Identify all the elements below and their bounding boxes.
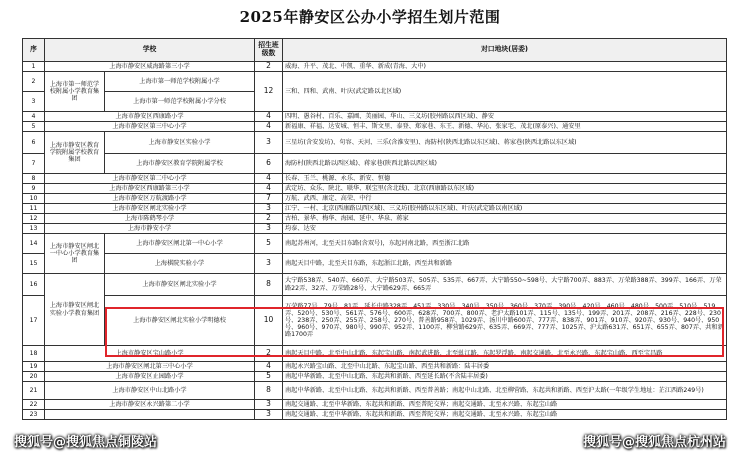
row-classes: 4 [255,174,283,184]
table-row [23,234,727,254]
row-school: 上海市静安区闸北实验小学明德校 [105,296,255,346]
row-classes: 5 [255,234,283,254]
row-address: 威海、升平、茂北、中凯、重华、新成(青海、大中) [283,62,727,72]
row-classes: 3 [255,132,283,154]
table-row [23,62,727,72]
table-row [23,214,727,224]
row-school: 上海市静安区中山北路小学 [45,382,255,400]
row-school: 上海市静安区威海路第三小学 [45,62,255,72]
row-classes: 3 [255,224,283,234]
row-seq: 13 [23,224,45,234]
row-seq: 16 [23,274,45,296]
table-row [23,184,727,194]
row-address: 南起永兴路宝山路、北至中山北路、东起宝山路、西至共和新路：陆丰居委 [283,362,727,372]
row-address: 三星坊(含安发坊)、句容、天河、三乐(含淮安里)、海防村(陕西北路以东区域)、蒋家巷(陕西北路以东区域) [283,132,727,154]
row-address: 长春、玉兰、桃源、永乐、新安、恒德 [283,174,727,184]
row-seq: 12 [23,214,45,224]
row-classes: 3 [255,254,283,274]
row-classes: 8 [255,274,283,296]
watermark-right: 搜狐号@搜狐焦点杭州站 [582,435,726,450]
row-seq: 9 [23,184,45,194]
row-school: 上海市静安区闸北实验小学 [45,204,255,214]
row-school: 上海市静安区第二中心小学 [45,174,255,184]
row-address: 南起中华新路、北至中山北路、东起共和新路、西至普善路；南起中山北路、北至柳营路、东起共和新路、西至沪太路(一年级学生地址：芷江西路249号) [283,382,727,400]
watermark-left: 搜狐号@搜狐焦点铜陵站 [14,435,158,450]
row-seq: 3 [23,92,45,112]
table-row [23,112,727,122]
row-address: 南起交通路、北至中华新路、东起共和新路、西至普陀交界；南起交通路、北至永兴路、东起宝山路 [283,410,727,420]
row-seq: 1 [23,62,45,72]
row-address: 三和、四和、武南、叶庆(武定路以北区域) [283,72,727,112]
row-address: 均泰、达安 [283,224,727,234]
row-classes: 12 [255,72,283,112]
header-address: 对口地块(居委) [283,39,727,62]
row-school: 上海市静安区宝山路小学 [45,346,255,362]
row-seq: 11 [23,204,45,214]
page-title: 2025年静安区公办小学招生划片范围 [239,8,501,26]
header-school: 学校 [45,39,255,62]
table-row [23,154,727,174]
row-school: 上海市第一师范学校附属小学 [105,72,255,92]
row-classes: 8 [255,382,283,400]
row-classes: 3 [255,204,283,214]
row-seq: 20 [23,372,45,382]
table-row [23,224,727,234]
table-row [23,382,727,400]
row-school: 上海市静安区第三中心小学 [45,122,255,132]
group-cell: 上海市第一师范学校附属小学教育集团 [45,72,105,112]
row-classes: 2 [255,214,283,224]
row-address: 四明、愚谷村、百乐、嘉圃、美丽园、华山、三义坊(胶州路以西区域)、静安 [283,112,727,122]
row-address: 新福康、祥福、达安城、恒丰、斯文里、泰登、郑家巷、东王、新德、华沁、张家宅、茂北(原泰兴)、通安里 [283,122,727,132]
table-row [23,122,727,132]
table-row [23,400,727,410]
row-school [45,410,255,420]
row-seq: 2 [23,72,45,92]
row-classes: 4 [255,112,283,122]
table-row [23,410,727,420]
group-cell: 上海市静安区教育学院附属学校教育集团 [45,132,105,174]
row-school: 上海市静安区闸北第一中心小学 [105,234,255,254]
row-seq: 10 [23,194,45,204]
row-address: 南起天目中路，北至天目东路，东起浙江北路，西至共和新路 [283,254,727,274]
row-school: 上海市静安区西康路小学 [45,112,255,122]
row-seq: 17 [23,296,45,346]
row-school: 上海市陈鹤琴小学 [45,214,255,224]
row-school: 上海市静安区永兴路第二小学 [45,400,255,410]
row-classes: 10 [255,296,283,346]
table-row [23,296,727,346]
enrollment-table [22,38,727,420]
row-seq: 5 [23,122,45,132]
table-row [23,254,727,274]
row-classes: 5 [255,372,283,382]
row-classes: 3 [255,400,283,410]
row-school: 上海市静安区止园路小学 [45,372,255,382]
row-seq: 21 [23,382,45,400]
group-cell: 上海市静安区闸北一中心小学教育集团 [45,234,105,274]
row-classes: 4 [255,122,283,132]
table-row [23,174,727,184]
row-seq: 18 [23,346,45,362]
table-row [23,72,727,92]
row-seq: 4 [23,112,45,122]
row-address: 南起天目中路、北至中山北路、东起宝山路、南起武进路、北至虬江路、东起罗浮路、南起交通路、北至永兴路、东起宝山路、西至宝昌路 [283,346,727,362]
row-address: 武定坊、众乐、陕北、联华、联宝里(含北线)、北京(西康路以东区域) [283,184,727,194]
table-row [23,372,727,382]
row-address: 南起苏州河，北至天目东路(含双号)，东起河南北路，西至浙江北路 [283,234,727,254]
row-school: 上海市静安区万航渡路小学 [45,194,255,204]
row-seq: 8 [23,174,45,184]
row-school: 上海市静安区教育学院附属学校 [105,154,255,174]
row-address: 古柏、景华、梅华、海园、延中、华泉、蒋家 [283,214,727,224]
row-classes: 4 [255,362,283,372]
row-school: 上海市静安区实验小学 [105,132,255,154]
row-seq: 14 [23,234,45,254]
row-classes: 2 [255,62,283,72]
row-seq: 7 [23,154,45,174]
group-cell: 上海市静安区闸北实验小学教育集团 [45,274,105,346]
row-school: 上海市静安区闸北实验小学 [105,274,255,296]
row-school: 上海市第一师范学校附属小学分校 [105,92,255,112]
row-school: 上海市静安区闸北第三中心小学 [45,362,255,372]
table-row [23,346,727,362]
row-address: 南起中华新路、北至中山北路、东起共和新路、西至延长路(不含陆丰居委) [283,372,727,382]
table-header-row [23,39,727,62]
table-row [23,132,727,154]
row-classes: 3 [255,410,283,420]
table-row [23,362,727,372]
row-seq: 6 [23,132,45,154]
header-seq: 序 [23,39,45,62]
row-classes: 2 [255,346,283,362]
row-address: 万航、武西、康定、高荣、中行 [283,194,727,204]
header-classes: 招生班级数 [255,39,283,62]
row-seq: 19 [23,362,45,372]
row-classes: 6 [255,154,283,174]
row-school: 上海市静安区西康路第三小学 [45,184,255,194]
row-seq: 23 [23,410,45,420]
table-row [23,274,727,296]
row-classes: 7 [255,194,283,204]
row-school: 上海棋院实验小学 [105,254,255,274]
table-row [23,204,727,214]
row-classes: 4 [255,184,283,194]
row-seq: 22 [23,400,45,410]
row-address: 大宁路538弄、540弄、660弄、大宁路503弄、505弄、535弄、667弄、大宁路550~598号、大宁路700弄、883弄、万荣路388弄、399弄、166弄、万荣路22弄、32弄、万荣路28号、大宁路629弄、665弄 [283,274,727,296]
row-address: 海防村(陕西北路以西区域)、蒋家巷(陕西北路以西区域) [283,154,727,174]
row-address: 南起交通路、北至中华新路、东起共和新路、西至普陀交界；南起交通路、北至永兴路、东起宝山路 [283,400,727,410]
row-seq: 15 [23,254,45,274]
row-school: 上海市静安小学 [45,224,255,234]
row-address: 万荣路77号、79号、81弄、延长中路328弄、451弄、330号、340号、350号、360号、370弄、390号、420号、460号、480号、500弄、510号、519弄、520号、530号、561弄、576号、600弄、628弄、700弄、800弄、老沪太路101弄、115号、135号、199弄、201弄、208弄、216弄、228号、230号、238弄、250弄、255弄、258号、270号、普善路958弄、1029弄、汤川中路600弄、777弄、838弄、901弄、910弄、920弄、930号、940号、950号、960号、970弄、980号、990弄、952弄、1100弄、柳营路629弄、635弄、669弄、777弄、1025弄、沪太路631弄、651弄、655弄、807弄、共和新路1700弄 [283,296,727,346]
row-address: 江宁、一村、北京(西康路以西区域)、三义坊(胶州路以东区域)、叶庆(武定路以南区域) [283,204,727,214]
table-row [23,194,727,204]
